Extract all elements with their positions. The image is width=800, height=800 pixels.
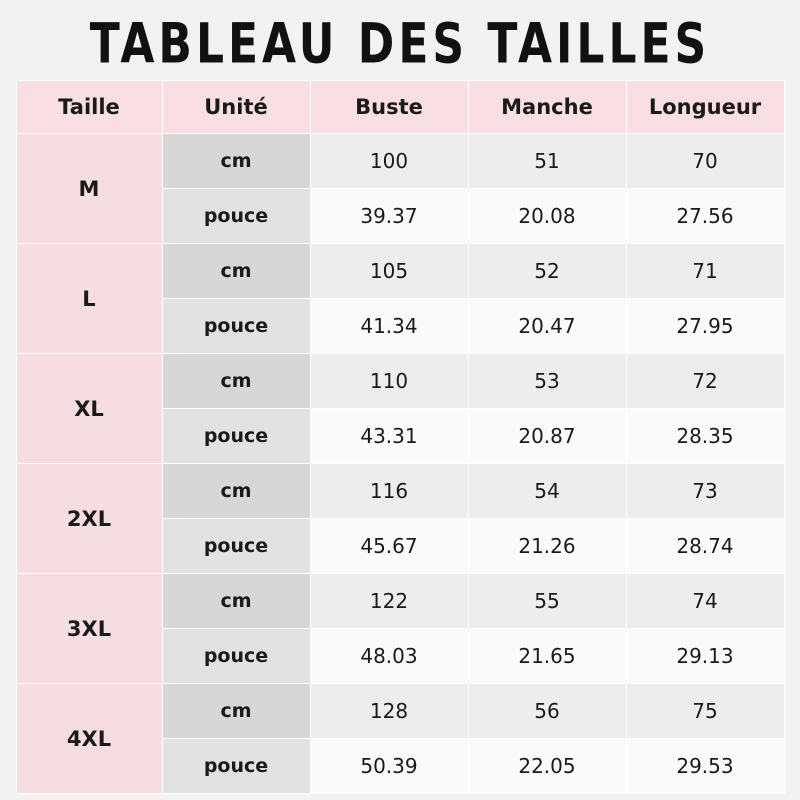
value-buste: 105: [310, 244, 468, 299]
table-header: [16, 81, 784, 134]
value-manche: 22.05: [468, 739, 626, 794]
table-row: [16, 684, 784, 739]
value-buste: 41.34: [310, 299, 468, 354]
table-row: [16, 354, 784, 409]
size-label: 2XL: [16, 464, 162, 574]
value-longueur: 28.74: [626, 519, 784, 574]
value-manche: 56: [468, 684, 626, 739]
value-manche: 53: [468, 354, 626, 409]
unit-label: cm: [162, 354, 310, 409]
unit-label: cm: [162, 134, 310, 189]
value-buste: 116: [310, 464, 468, 519]
value-manche: 20.87: [468, 409, 626, 464]
table-row: [16, 244, 784, 299]
size-label: L: [16, 244, 162, 354]
value-manche: 54: [468, 464, 626, 519]
value-longueur: 27.95: [626, 299, 784, 354]
column-header-manche: Manche: [468, 81, 626, 134]
table-row: [16, 134, 784, 189]
column-header-buste: Buste: [310, 81, 468, 134]
value-manche: 51: [468, 134, 626, 189]
value-longueur: 29.53: [626, 739, 784, 794]
column-header-taille: Taille: [16, 81, 162, 134]
unit-label: cm: [162, 684, 310, 739]
page-title: TABLEAU DES TAILLES: [89, 12, 711, 77]
size-label: 3XL: [16, 574, 162, 684]
value-manche: 20.47: [468, 299, 626, 354]
table-body: [16, 134, 784, 794]
table-header-row: [16, 81, 784, 134]
value-longueur: 73: [626, 464, 784, 519]
value-longueur: 29.13: [626, 629, 784, 684]
unit-label: cm: [162, 574, 310, 629]
value-buste: 128: [310, 684, 468, 739]
size-label: 4XL: [16, 684, 162, 794]
unit-label: cm: [162, 464, 310, 519]
table-row: [16, 574, 784, 629]
value-buste: 110: [310, 354, 468, 409]
column-header-longueur: Longueur: [626, 81, 784, 134]
value-buste: 50.39: [310, 739, 468, 794]
value-buste: 100: [310, 134, 468, 189]
unit-label: pouce: [162, 739, 310, 794]
unit-label: pouce: [162, 299, 310, 354]
unit-label: pouce: [162, 519, 310, 574]
column-header-unite: Unité: [162, 81, 310, 134]
unit-label: pouce: [162, 189, 310, 244]
value-buste: 45.67: [310, 519, 468, 574]
value-manche: 21.26: [468, 519, 626, 574]
value-buste: 39.37: [310, 189, 468, 244]
unit-label: cm: [162, 244, 310, 299]
value-longueur: 28.35: [626, 409, 784, 464]
size-chart-table: [16, 80, 785, 794]
value-longueur: 27.56: [626, 189, 784, 244]
value-buste: 48.03: [310, 629, 468, 684]
value-longueur: 74: [626, 574, 784, 629]
size-label: M: [16, 134, 162, 244]
unit-label: pouce: [162, 629, 310, 684]
value-longueur: 70: [626, 134, 784, 189]
value-manche: 52: [468, 244, 626, 299]
value-longueur: 75: [626, 684, 784, 739]
value-manche: 21.65: [468, 629, 626, 684]
value-buste: 122: [310, 574, 468, 629]
value-buste: 43.31: [310, 409, 468, 464]
table-row: [16, 464, 784, 519]
value-longueur: 72: [626, 354, 784, 409]
unit-label: pouce: [162, 409, 310, 464]
value-manche: 55: [468, 574, 626, 629]
size-label: XL: [16, 354, 162, 464]
value-manche: 20.08: [468, 189, 626, 244]
value-longueur: 71: [626, 244, 784, 299]
